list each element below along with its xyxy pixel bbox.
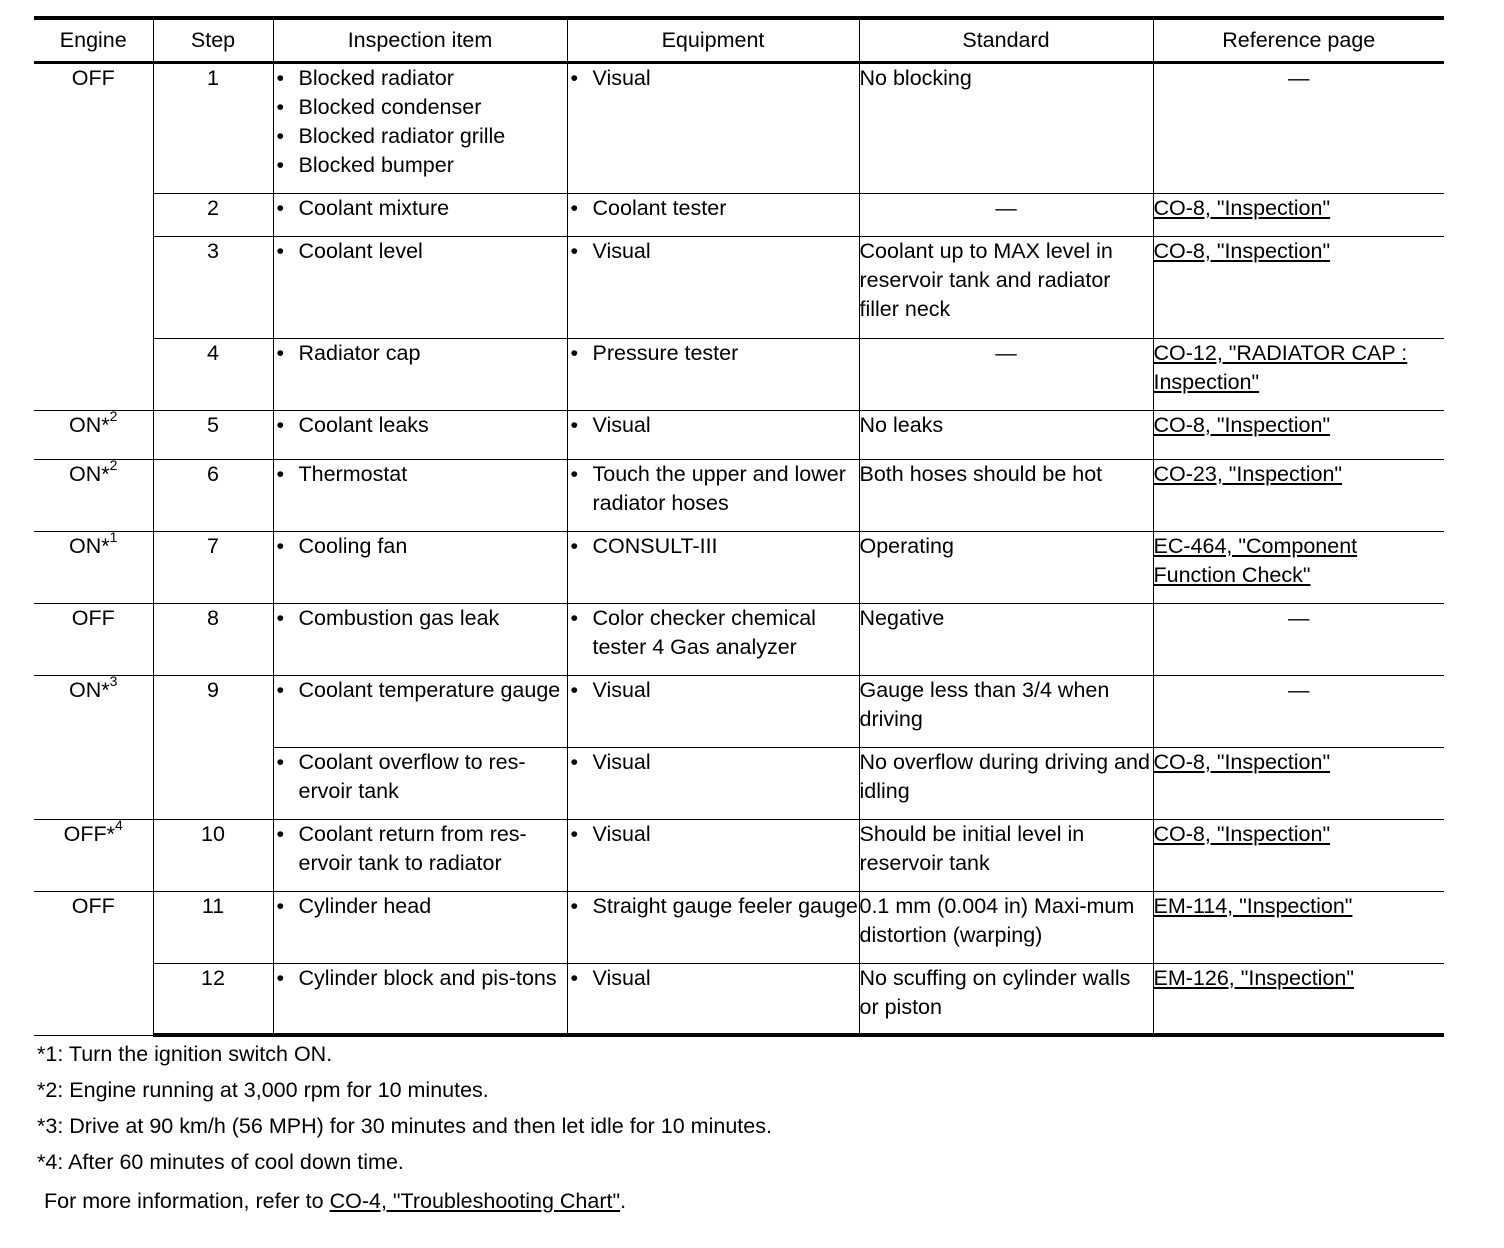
engine-cell: ON*$^3$ bbox=[34, 675, 153, 819]
reference-cell: — bbox=[1153, 603, 1444, 675]
more-info-text: For more information, refer to bbox=[44, 1189, 330, 1213]
inspection-item-cell bbox=[273, 338, 567, 410]
reference-cell bbox=[1153, 236, 1444, 338]
list-item: • Combustion gas leak bbox=[276, 605, 500, 630]
standard-cell: Should be initial level in reservoir tank bbox=[859, 819, 1153, 891]
equipment-cell bbox=[567, 747, 859, 819]
footnote: *3: Drive at 90 km/h (56 MPH) for 30 minutes and then let idle for 10 minutes. bbox=[37, 1114, 772, 1138]
standard-cell: 0.1 mm (0.004 in) Maxi-mum distortion (warping) bbox=[859, 891, 1153, 963]
reference-link[interactable]: CO-8, "Inspection" bbox=[1153, 195, 1331, 220]
reference-cell bbox=[1153, 338, 1444, 410]
header-row bbox=[34, 18, 1444, 62]
engine-cell: ON*$^2$ bbox=[34, 410, 153, 459]
list-item: • Touch the upper and lower radiator hoses bbox=[570, 461, 846, 515]
list-item: • Thermostat bbox=[276, 461, 408, 486]
engine-cell: OFF bbox=[34, 603, 153, 675]
reference-cell: — bbox=[1153, 675, 1444, 747]
header-reference-page: Reference page bbox=[1153, 18, 1444, 62]
standard-cell: No overflow during driving and idling bbox=[859, 747, 1153, 819]
reference-link[interactable]: EC-464, "Component Function Check" bbox=[1153, 533, 1358, 587]
reference-cell bbox=[1153, 819, 1444, 891]
equipment-cell bbox=[567, 193, 859, 236]
reference-link[interactable]: CO-8, "Inspection" bbox=[1153, 821, 1331, 846]
step-number: 7 bbox=[153, 531, 273, 603]
footnote: *1: Turn the ignition switch ON. bbox=[37, 1042, 333, 1066]
step-number: 4 bbox=[153, 338, 273, 410]
header-engine: Engine bbox=[34, 18, 153, 62]
inspection-item-cell bbox=[273, 603, 567, 675]
list-item: • Coolant overflow to res-ervoir tank bbox=[276, 749, 526, 803]
step-number: 8 bbox=[153, 603, 273, 675]
table-row bbox=[34, 675, 1444, 747]
equipment-cell bbox=[567, 891, 859, 963]
reference-cell bbox=[1153, 531, 1444, 603]
inspection-item-cell bbox=[273, 819, 567, 891]
inspection-item-cell bbox=[273, 963, 567, 1035]
reference-cell bbox=[1153, 459, 1444, 531]
header-equipment: Equipment bbox=[567, 18, 859, 62]
step-number: 5 bbox=[153, 410, 273, 459]
table-row bbox=[34, 531, 1444, 603]
equipment-cell bbox=[567, 675, 859, 747]
step-number: 1 bbox=[153, 62, 273, 193]
table-row bbox=[34, 963, 1444, 1035]
inspection-item-cell bbox=[273, 675, 567, 747]
troubleshooting-chart-link[interactable]: CO-4, "Troubleshooting Chart" bbox=[329, 1189, 621, 1213]
table-row bbox=[34, 338, 1444, 410]
table-row bbox=[34, 62, 1444, 193]
equipment-cell bbox=[567, 603, 859, 675]
standard-cell: Gauge less than 3/4 when driving bbox=[859, 675, 1153, 747]
reference-link[interactable]: CO-8, "Inspection" bbox=[1153, 238, 1331, 263]
more-info-suffix: . bbox=[620, 1189, 627, 1213]
equipment-cell bbox=[567, 410, 859, 459]
header-inspection-item: Inspection item bbox=[273, 18, 567, 62]
header-standard: Standard bbox=[859, 18, 1153, 62]
list-item: • Straight gauge feeler gauge bbox=[570, 893, 858, 918]
reference-link[interactable]: CO-12, "RADIATOR CAP : Inspection" bbox=[1153, 340, 1408, 394]
list-item: • Blocked radiator grille bbox=[276, 123, 506, 148]
equipment-cell bbox=[567, 236, 859, 338]
table-row bbox=[34, 891, 1444, 963]
reference-cell bbox=[1153, 193, 1444, 236]
step-number: 12 bbox=[153, 963, 273, 1035]
list-item: • Coolant return from res-ervoir tank to radiator bbox=[276, 821, 527, 875]
standard-cell: No blocking bbox=[859, 62, 1153, 193]
table-row bbox=[34, 236, 1444, 338]
table-row bbox=[34, 193, 1444, 236]
footnote: *4: After 60 minutes of cool down time. bbox=[37, 1150, 404, 1174]
engine-cell: ON*$^1$ bbox=[34, 531, 153, 603]
step-number: 11 bbox=[153, 891, 273, 963]
list-item: • Visual bbox=[570, 238, 651, 263]
inspection-item-cell bbox=[273, 459, 567, 531]
inspection-item-cell bbox=[273, 62, 567, 193]
equipment-cell bbox=[567, 459, 859, 531]
standard-cell: Negative bbox=[859, 603, 1153, 675]
list-item: • Blocked condenser bbox=[276, 94, 482, 119]
reference-link[interactable]: EM-126, "Inspection" bbox=[1153, 965, 1355, 990]
engine-cell: ON*$^2$ bbox=[34, 459, 153, 531]
list-item: • Cylinder head bbox=[276, 893, 432, 918]
equipment-cell bbox=[567, 62, 859, 193]
step-number: 6 bbox=[153, 459, 273, 531]
list-item: • Visual bbox=[570, 65, 651, 90]
standard-cell: Both hoses should be hot bbox=[859, 459, 1153, 531]
footnotes bbox=[37, 1040, 1437, 1216]
list-item: • CONSULT-III bbox=[570, 533, 718, 558]
inspection-item-cell bbox=[273, 747, 567, 819]
header-step: Step bbox=[153, 18, 273, 62]
equipment-cell bbox=[567, 338, 859, 410]
step-number: 9 bbox=[153, 675, 273, 819]
engine-cell: OFF bbox=[34, 62, 153, 410]
list-item: • Coolant temperature gauge bbox=[276, 677, 561, 702]
equipment-cell bbox=[567, 531, 859, 603]
list-item: • Coolant leaks bbox=[276, 412, 429, 437]
step-number: 3 bbox=[153, 236, 273, 338]
table-row bbox=[34, 603, 1444, 675]
list-item: • Blocked radiator bbox=[276, 65, 454, 90]
reference-cell: — bbox=[1153, 62, 1444, 193]
inspection-item-cell bbox=[273, 193, 567, 236]
inspection-item-cell bbox=[273, 531, 567, 603]
list-item: • Pressure tester bbox=[570, 340, 739, 365]
list-item: • Coolant mixture bbox=[276, 195, 450, 220]
reference-link[interactable]: CO-8, "Inspection" bbox=[1153, 749, 1331, 774]
standard-cell: Coolant up to MAX level in reservoir tank and radiator filler neck bbox=[859, 236, 1153, 338]
list-item: • Coolant level bbox=[276, 238, 423, 263]
reference-link[interactable]: CO-23, "Inspection" bbox=[1153, 461, 1343, 486]
list-item: • Coolant tester bbox=[570, 195, 727, 220]
standard-cell: — bbox=[859, 338, 1153, 410]
reference-link[interactable]: EM-114, "Inspection" bbox=[1153, 893, 1353, 918]
engine-cell: OFF bbox=[34, 891, 153, 1035]
list-item: • Cooling fan bbox=[276, 533, 408, 558]
list-item: • Blocked bumper bbox=[276, 152, 454, 177]
list-item: • Visual bbox=[570, 965, 651, 990]
list-item: • Visual bbox=[570, 749, 651, 774]
standard-cell: — bbox=[859, 193, 1153, 236]
reference-link[interactable]: CO-8, "Inspection" bbox=[1153, 412, 1331, 437]
table-row bbox=[34, 819, 1444, 891]
step-number: 10 bbox=[153, 819, 273, 891]
list-item: • Visual bbox=[570, 677, 651, 702]
reference-cell bbox=[1153, 747, 1444, 819]
list-item: • Cylinder block and pis-tons bbox=[276, 965, 557, 990]
table-row bbox=[34, 459, 1444, 531]
list-item: • Color checker chemical tester 4 Gas analyzer bbox=[570, 605, 816, 659]
inspection-item-cell bbox=[273, 410, 567, 459]
inspection-item-cell bbox=[273, 236, 567, 338]
footnote: *2: Engine running at 3,000 rpm for 10 minutes. bbox=[37, 1078, 489, 1102]
inspection-table bbox=[34, 16, 1444, 1037]
reference-cell bbox=[1153, 410, 1444, 459]
standard-cell: No leaks bbox=[859, 410, 1153, 459]
list-item: • Visual bbox=[570, 821, 651, 846]
equipment-cell bbox=[567, 819, 859, 891]
reference-cell bbox=[1153, 891, 1444, 963]
list-item: • Radiator cap bbox=[276, 340, 421, 365]
standard-cell: Operating bbox=[859, 531, 1153, 603]
reference-cell bbox=[1153, 963, 1444, 1035]
list-item: • Visual bbox=[570, 412, 651, 437]
equipment-cell bbox=[567, 963, 859, 1035]
more-info-line bbox=[37, 1187, 1437, 1216]
engine-cell: OFF*$^4$ bbox=[34, 819, 153, 891]
table-row bbox=[34, 410, 1444, 459]
inspection-item-cell bbox=[273, 891, 567, 963]
standard-cell: No scuffing on cylinder walls or piston bbox=[859, 963, 1153, 1035]
step-number: 2 bbox=[153, 193, 273, 236]
